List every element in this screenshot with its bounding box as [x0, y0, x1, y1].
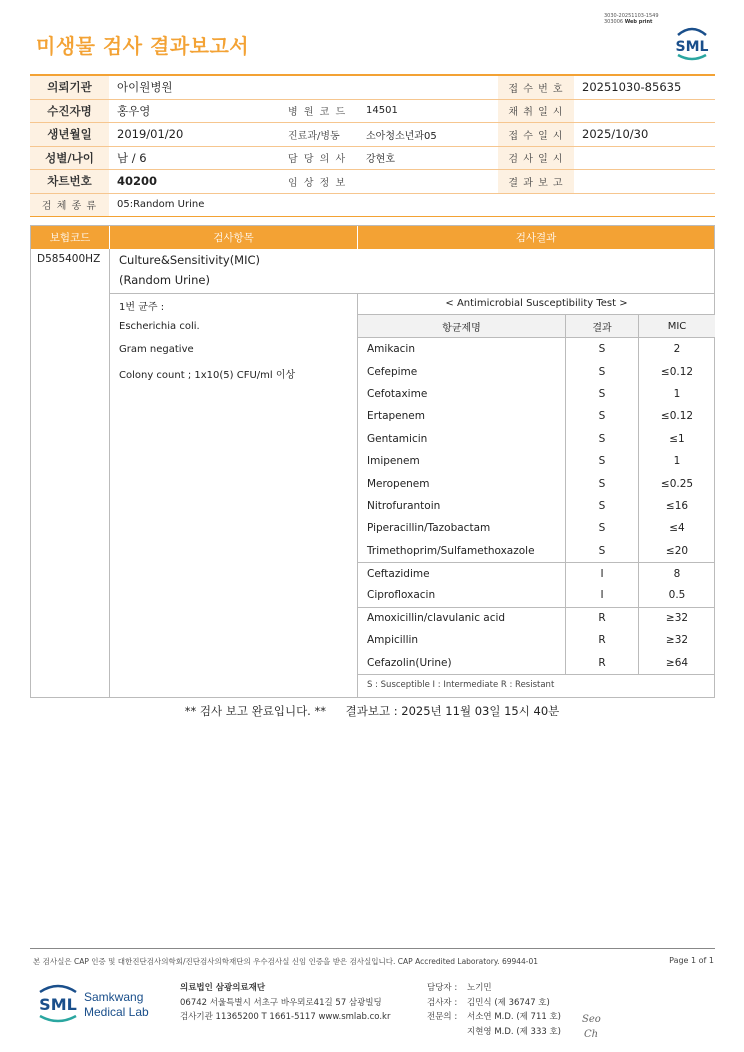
- ast-mic: 1: [673, 455, 681, 468]
- specimen-label: 검 체 종 류: [30, 194, 109, 217]
- staff-name: 노기민: [467, 983, 492, 993]
- ast-mic: 1: [673, 387, 681, 400]
- print-code: 303006: [604, 19, 624, 25]
- column-divider: [109, 249, 110, 697]
- ast-row: [358, 607, 715, 629]
- ast-drug: Ciprofloxacin: [358, 584, 566, 606]
- info-row: [30, 76, 715, 100]
- ast-row: [358, 428, 715, 450]
- ast-result: S: [566, 450, 639, 472]
- ast-result: S: [566, 428, 639, 450]
- ast-mic: ≤16: [665, 499, 689, 512]
- ast-result: S: [566, 472, 639, 494]
- ast-result: S: [566, 360, 639, 382]
- ast-header-drug: 항균제명: [358, 315, 566, 337]
- staff-list: [427, 981, 561, 1039]
- ast-result: I: [566, 584, 639, 606]
- info-label: 진료과/병동: [288, 130, 340, 142]
- info-value: 아이원병원: [117, 80, 173, 95]
- ast-result: S: [566, 495, 639, 517]
- signatures: [580, 1010, 620, 1044]
- info-value: 2025/10/30: [582, 127, 649, 142]
- gram-stain: Gram negative: [119, 344, 194, 355]
- ast-mic: 8: [673, 567, 681, 580]
- ast-result: R: [566, 608, 639, 629]
- ast-drug: Ceftazidime: [358, 563, 566, 584]
- ast-row: [358, 562, 715, 584]
- ast-body: [358, 338, 715, 674]
- ast-drug: Amoxicillin/clavulanic acid: [358, 608, 566, 629]
- ast-mic: ≥32: [665, 634, 689, 647]
- info-value: [358, 170, 498, 193]
- ast-row: [358, 450, 715, 472]
- ast-mic: ≤0.12: [660, 365, 694, 378]
- info-label: 병 원 코 드: [288, 107, 347, 119]
- info-label: 검 사 일 시: [498, 147, 574, 170]
- sml-logo-icon: [672, 25, 712, 65]
- signature-2: Ch: [584, 1029, 599, 1040]
- info-row: [30, 170, 715, 194]
- info-label: 임 상 정 보: [288, 177, 347, 189]
- ast-row: [358, 495, 715, 517]
- ast-header-result: 결과: [566, 315, 639, 337]
- staff-name: 지현영 M.D. (제 333 호): [467, 1026, 562, 1037]
- print-mode: Web print: [624, 19, 653, 25]
- staff-label: [427, 1025, 467, 1040]
- info-label: 담 당 의 사: [288, 154, 347, 166]
- signature-1: Seo: [582, 1014, 601, 1025]
- info-label: 접 수 일 시: [498, 123, 574, 146]
- ast-drug: Ampicillin: [358, 629, 566, 651]
- ast-drug: Cefepime: [358, 360, 566, 382]
- ast-row: [358, 517, 715, 539]
- ast-title: < Antimicrobial Susceptibility Test >: [358, 293, 715, 315]
- ast-row: [358, 338, 715, 360]
- staff-label: 담당자 :: [427, 983, 458, 993]
- staff-row: [427, 1010, 561, 1025]
- ast-drug: Piperacillin/Tazobactam: [358, 517, 566, 539]
- ast-row: [358, 405, 715, 427]
- organization-info: [180, 981, 390, 1025]
- ast-result: S: [566, 383, 639, 405]
- samkwang-logo-mark: SML: [39, 995, 77, 1014]
- ast-drug: Gentamicin: [358, 428, 566, 450]
- ast-drug: Imipenem: [358, 450, 566, 472]
- info-value: 소아청소년과05: [366, 130, 437, 142]
- info-row: [30, 123, 715, 147]
- ast-row: [358, 540, 715, 562]
- header-result: 검사결과: [515, 232, 557, 244]
- ast-row: [358, 584, 715, 606]
- info-value: 40200: [117, 174, 158, 189]
- results-header: [31, 226, 714, 249]
- ast-result: S: [566, 338, 639, 360]
- ast-mic: ≤0.25: [660, 477, 694, 490]
- info-value: [574, 100, 715, 123]
- info-label: 결 과 보 고: [498, 170, 574, 193]
- ast-drug: Ertapenem: [358, 405, 566, 427]
- info-value: [574, 147, 715, 170]
- report-title: 미생물 검사 결과보고서: [36, 34, 250, 58]
- ast-mic: ≤1: [669, 432, 685, 445]
- header-item: 검사항목: [110, 226, 358, 249]
- ast-header-mic: MIC: [667, 320, 687, 332]
- org-address: 06742 서울특별시 서초구 바우뫼로41길 57 삼광빌딩: [180, 997, 382, 1008]
- accreditation-notice: 본 검사실은 CAP 인증 및 대한진단검사의학회/진단검사의학재단의 우수검사실 신임 인증을 받은 검사실입니다. CAP Accredited Laboratory. 69944-01: [33, 957, 539, 966]
- info-value: 강현호: [366, 154, 395, 166]
- info-row: [30, 100, 715, 124]
- staff-row: [427, 981, 561, 996]
- ast-drug: Cefotaxime: [358, 383, 566, 405]
- ast-table: [358, 293, 715, 695]
- ast-result: S: [566, 517, 639, 539]
- ast-mic: ≥64: [665, 656, 689, 669]
- completion-notice: ** 검사 보고 완료입니다. **: [184, 704, 326, 718]
- ast-result: S: [566, 540, 639, 562]
- ast-legend: S : Susceptible I : Intermediate R : Resistant: [358, 674, 715, 695]
- header-code: 보험코드: [31, 226, 110, 249]
- staff-label: 전문의 :: [427, 1012, 458, 1022]
- info-label: 의뢰기관: [30, 76, 109, 99]
- print-meta: [604, 13, 659, 25]
- ast-row: [358, 383, 715, 405]
- info-label: 차트번호: [30, 170, 109, 193]
- info-value: 14501: [366, 105, 398, 117]
- ast-column-headers: [358, 315, 715, 338]
- ast-result: R: [566, 629, 639, 651]
- ast-mic: ≤0.12: [660, 410, 694, 423]
- samkwang-logo: [38, 982, 158, 1030]
- report-time: 결과보고 : 2025년 11월 03일 15시 40분: [345, 704, 560, 718]
- organism-number: 1번 균주 :: [119, 302, 165, 313]
- ast-drug: Trimethoprim/Sulfamethoxazole: [358, 540, 566, 562]
- info-value: 2019/01/20: [117, 127, 184, 142]
- ast-drug: Amikacin: [358, 338, 566, 360]
- print-code-line: [604, 19, 659, 25]
- ast-mic: 0.5: [668, 589, 686, 602]
- ast-result: I: [566, 563, 639, 584]
- staff-name: 서소연 M.D. (제 711 호): [467, 1012, 562, 1022]
- specimen-value: 05:Random Urine: [117, 199, 205, 211]
- staff-label: 검사자 :: [427, 997, 458, 1008]
- info-label: 수진자명: [30, 100, 109, 123]
- sml-logo-text: SML: [675, 39, 709, 55]
- staff-row: [427, 996, 561, 1011]
- colony-count: Colony count ; 1x10(5) CFU/ml 이상: [119, 370, 296, 381]
- ast-result: S: [566, 405, 639, 427]
- staff-name: 김민식 (제 36747 호): [467, 997, 550, 1008]
- info-label: 성별/나이: [30, 147, 109, 170]
- info-label: 채 취 일 시: [498, 100, 574, 123]
- insurance-code: D585400HZ: [37, 253, 101, 265]
- ast-result: R: [566, 651, 639, 673]
- footer-divider: [30, 948, 715, 949]
- info-value: 남 / 6: [117, 150, 147, 165]
- ast-row: [358, 629, 715, 651]
- info-value: 20251030-85635: [582, 80, 682, 95]
- ast-row: [358, 651, 715, 673]
- info-value: 홍우영: [117, 103, 151, 118]
- org-contact: 검사기관 11365200 T 1661-5117 www.smlab.co.kr: [180, 1012, 391, 1022]
- info-row-specimen: [30, 194, 715, 218]
- test-name: Culture&Sensitivity(MIC): [119, 253, 261, 267]
- ast-row: [358, 360, 715, 382]
- info-label: 생년월일: [30, 123, 109, 146]
- completion-line: [0, 703, 744, 719]
- ast-mic: ≤4: [669, 522, 685, 535]
- test-specimen: (Random Urine): [119, 273, 210, 287]
- info-row: [30, 147, 715, 171]
- ast-drug: Meropenem: [358, 472, 566, 494]
- ast-drug: Cefazolin(Urine): [358, 651, 566, 673]
- ast-mic: ≤20: [665, 544, 689, 557]
- ast-mic: ≥32: [665, 612, 689, 625]
- info-value: [574, 170, 715, 193]
- results-table: [30, 225, 715, 698]
- org-name: 의료법인 삼광의료재단: [180, 983, 266, 993]
- organism-name: Escherichia coli.: [119, 321, 200, 332]
- ast-row: [358, 472, 715, 494]
- ast-mic: 2: [673, 343, 681, 356]
- staff-row: [427, 1025, 561, 1040]
- info-label: 접 수 번 호: [498, 76, 574, 99]
- print-id: 3030-20251103-1549: [604, 13, 659, 19]
- page-number: Page 1 of 1: [669, 956, 714, 965]
- brand-line-1: Samkwang: [84, 990, 144, 1004]
- ast-drug: Nitrofurantoin: [358, 495, 566, 517]
- patient-info: [30, 74, 715, 217]
- brand-line-2: Medical Lab: [84, 1005, 149, 1019]
